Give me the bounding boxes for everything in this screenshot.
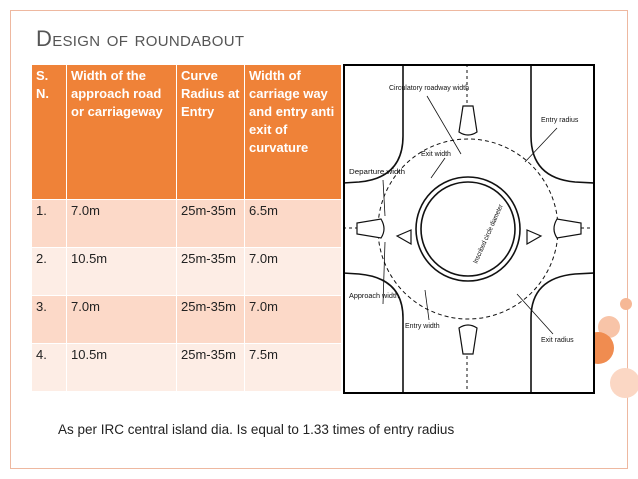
cell-sn: 4. [32, 344, 67, 392]
cell-approach-width: 7.0m [67, 296, 177, 344]
roundabout-design-table [31, 64, 342, 392]
label-circulatory-width: Circulatory roadway width [389, 85, 470, 92]
cell-carriageway-width: 7.0m [245, 248, 342, 296]
leader-departure [383, 180, 385, 216]
cell-carriageway-width: 6.5m [245, 200, 342, 248]
label-entry-width: Entry width [405, 323, 440, 330]
table-header-row [32, 65, 342, 200]
leader-entry-width [425, 290, 429, 320]
decor-circle-small [620, 298, 632, 310]
design-note: As per IRC central island dia. Is equal to 1.33 times of entry radius [58, 422, 455, 437]
cell-curve-radius: 25m-35m [177, 248, 245, 296]
cell-sn: 2. [32, 248, 67, 296]
splitter-island-west-small [397, 230, 411, 244]
splitter-island-east [554, 219, 581, 238]
slide-title: Design of roundabout [36, 26, 245, 51]
leader-exit-radius [517, 294, 553, 334]
roundabout-diagram [343, 64, 595, 394]
central-island-inner [421, 182, 515, 276]
cell-sn: 1. [32, 200, 67, 248]
road-edge-bottom-right [531, 273, 593, 392]
cell-approach-width: 10.5m [67, 344, 177, 392]
splitter-island-south [459, 325, 477, 354]
road-edge-bottom-left [345, 273, 403, 392]
leader-exit-width [431, 158, 445, 178]
label-exit-radius: Exit radius [541, 337, 574, 344]
label-inscribed-diameter: Inscribed circle diameter [472, 192, 510, 265]
splitter-island-west [357, 219, 384, 238]
table-row [32, 200, 342, 248]
decor-circle-bottom [610, 368, 638, 398]
label-approach-width: Approach width [349, 293, 400, 300]
inscribed-circle [378, 139, 558, 319]
decorative-circles [596, 302, 638, 472]
cell-approach-width: 10.5m [67, 248, 177, 296]
table-row [32, 344, 342, 392]
cell-sn: 3. [32, 296, 67, 344]
label-departure-width: Departure width [349, 169, 406, 176]
splitter-island-east-small [527, 230, 541, 244]
header-sn: S. N. [32, 65, 67, 200]
leader-entry-radius [525, 128, 557, 162]
header-curve-radius: Curve Radius at Entry [177, 65, 245, 200]
central-island-outer [416, 177, 520, 281]
table-row [32, 248, 342, 296]
cell-approach-width: 7.0m [67, 200, 177, 248]
table-row [32, 296, 342, 344]
leader-circulatory [427, 96, 461, 154]
header-approach-width: Width of the approach road or carriageway [67, 65, 177, 200]
label-entry-radius: Entry radius [541, 117, 579, 124]
label-exit-width: Exit width [421, 151, 451, 158]
splitter-islands [357, 106, 581, 354]
cell-carriageway-width: 7.0m [245, 296, 342, 344]
inscribed-circle-line [378, 139, 558, 319]
roundabout-diagram-svg [345, 66, 593, 392]
splitter-island-north [459, 106, 477, 135]
cell-carriageway-width: 7.5m [245, 344, 342, 392]
road-edge-top-right [531, 66, 593, 183]
cell-curve-radius: 25m-35m [177, 344, 245, 392]
cell-curve-radius: 25m-35m [177, 200, 245, 248]
header-carriageway-width: Width of carriage way and entry anti exit of curvature [245, 65, 342, 200]
cell-curve-radius: 25m-35m [177, 296, 245, 344]
road-edge-top-left [345, 66, 406, 183]
